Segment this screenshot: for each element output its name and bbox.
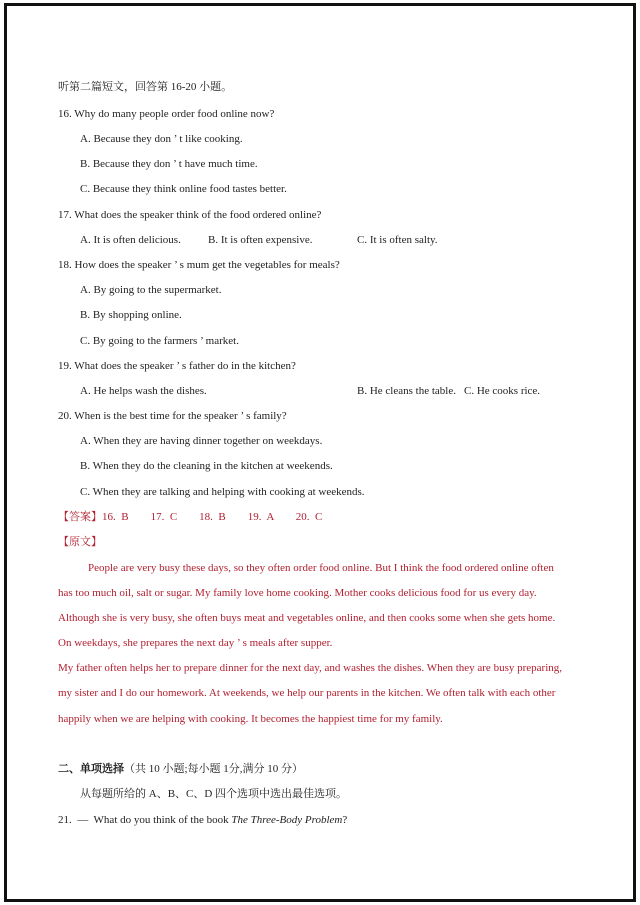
- section2-note: （共 10 小题;每小题 1分,满分 10 分）: [124, 763, 304, 775]
- option-16b: B. Because they don ’ t have much time.: [80, 158, 258, 170]
- answer-key: 【答案】16. B 17. C 18. B 19. A 20. C: [58, 511, 323, 523]
- book-title: The Three-Body Problem: [231, 814, 343, 826]
- option-20c: C. When they are talking and helping with cooking at weekends.: [80, 486, 365, 498]
- option-17a: A. It is often delicious.: [80, 234, 181, 246]
- question-17: 17. What does the speaker think of the food ordered online?: [58, 209, 322, 221]
- original-label: 【原文】: [58, 536, 102, 548]
- section2-instruction: 从每题所给的 A、B、C、D 四个选项中选出最佳选项。: [80, 788, 348, 800]
- passage-line-5: My father often helps her to prepare dinner for the next day, and washes the dishes. When they are busy preparing,: [58, 662, 562, 674]
- passage-line-6: my sister and I do our homework. At weekends, we help our parents in the kitchen. We often talk with each other: [58, 687, 556, 699]
- option-20a: A. When they are having dinner together on weekdays.: [80, 435, 323, 447]
- option-19a: A. He helps wash the dishes.: [80, 385, 207, 397]
- passage-line-1: People are very busy these days, so they often order food online. But I think the food ordered online often: [88, 562, 554, 574]
- option-18b: B. By shopping online.: [80, 309, 182, 321]
- section2-heading: [58, 762, 303, 776]
- passage-line-2: has too much oil, salt or sugar. My family love home cooking. Mother cooks delicious food for us every day.: [58, 587, 537, 599]
- option-17c: C. It is often salty.: [357, 234, 438, 246]
- option-16c: C. Because they think online food tastes better.: [80, 183, 287, 195]
- passage-line-3: Although she is very busy, she often buys meat and vegetables online, and then cooks some when she gets home.: [58, 612, 556, 624]
- listening-header: 听第二篇短文，回答第 16-20 小题。: [58, 81, 233, 93]
- option-19c: C. He cooks rice.: [464, 385, 541, 397]
- option-18a: A. By going to the supermarket.: [80, 284, 222, 296]
- option-19b: B. He cleans the table.: [357, 385, 456, 397]
- question-21-suffix: ?: [342, 814, 348, 826]
- option-16a: A. Because they don ’ t like cooking.: [80, 133, 243, 145]
- question-16: 16. Why do many people order food online now?: [58, 108, 275, 120]
- option-20b: B. When they do the cleaning in the kitchen at weekends.: [80, 460, 333, 472]
- question-20: 20. When is the best time for the speaker ’ s family?: [58, 410, 287, 422]
- section2-title: 二、单项选择: [58, 763, 124, 775]
- question-21: [58, 813, 347, 827]
- passage-line-4: On weekdays, she prepares the next day ’ s meals after supper.: [58, 637, 333, 649]
- question-18: 18. How does the speaker ’ s mum get the vegetables for meals?: [58, 259, 340, 271]
- question-21-prefix: 21. — What do you think of the book: [58, 814, 232, 826]
- question-19: 19. What does the speaker ’ s father do in the kitchen?: [58, 360, 296, 372]
- option-17b: B. It is often expensive.: [208, 234, 313, 246]
- option-18c: C. By going to the farmers ’ market.: [80, 335, 239, 347]
- passage-line-7: happily when we are helping with cooking. It becomes the happiest time for my family.: [58, 713, 443, 725]
